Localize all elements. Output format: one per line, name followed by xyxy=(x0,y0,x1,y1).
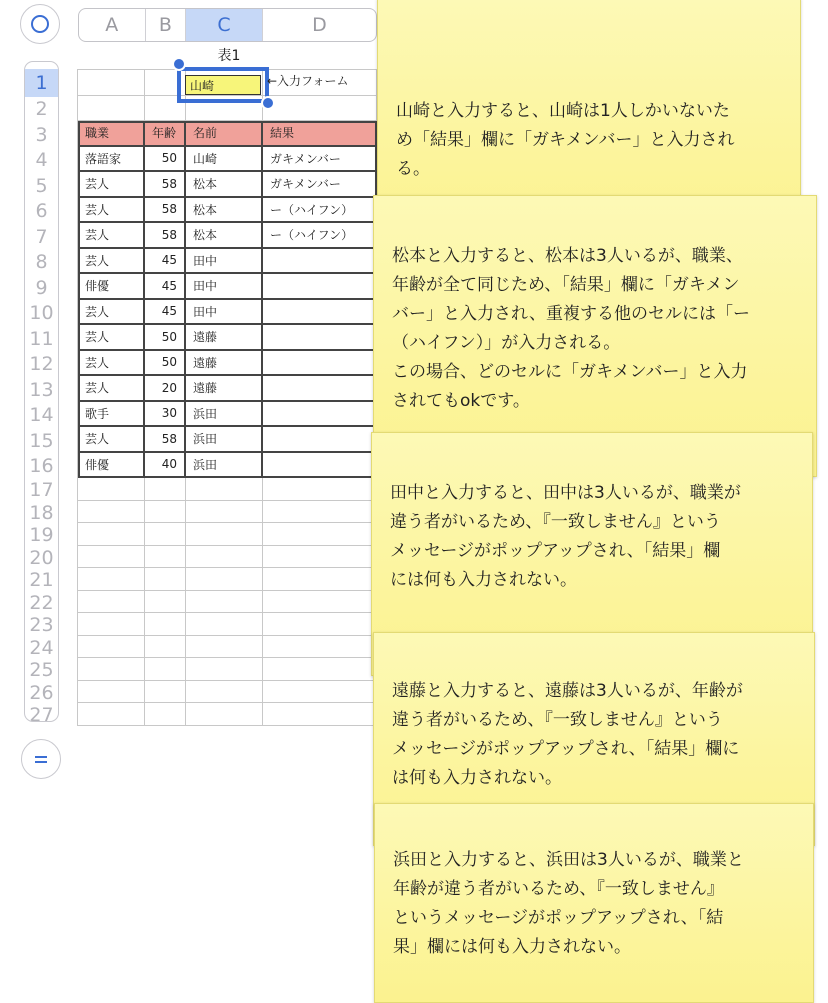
note-line: バー」と入力され、重複する他のセルには「ー xyxy=(392,304,751,324)
row-header-4[interactable]: 4 xyxy=(35,149,48,172)
row-header-24[interactable]: 24 xyxy=(29,636,54,659)
note-line: 遠藤と入力すると、遠藤は3人いるが、年齢が xyxy=(392,681,743,701)
row-header-15[interactable]: 15 xyxy=(29,429,54,452)
empty-cell[interactable] xyxy=(186,478,263,501)
table-cell[interactable]: 40 xyxy=(145,453,186,479)
row-header-25[interactable]: 25 xyxy=(29,659,54,682)
table-cell[interactable]: ガキメンバー xyxy=(263,147,377,173)
empty-cell[interactable] xyxy=(263,636,377,659)
row-header-11[interactable]: 11 xyxy=(29,327,54,350)
table-cell[interactable] xyxy=(263,351,377,377)
row-header-8[interactable]: 8 xyxy=(35,251,48,274)
table-cell[interactable]: 松本 xyxy=(186,172,263,198)
row-header-22[interactable]: 22 xyxy=(29,591,54,614)
empty-cell[interactable] xyxy=(145,501,186,524)
table-cell[interactable] xyxy=(263,249,377,275)
table-header-cell[interactable]: 職業 xyxy=(78,121,145,147)
table-cell[interactable] xyxy=(263,453,377,479)
input-cell-value[interactable]: 山崎 xyxy=(185,75,261,95)
table-cell[interactable]: 浜田 xyxy=(186,427,263,453)
circle-icon xyxy=(29,13,51,35)
equals-icon xyxy=(30,748,52,770)
table-cell[interactable]: 芸人 xyxy=(78,427,145,453)
empty-cell[interactable] xyxy=(186,658,263,681)
empty-cell[interactable] xyxy=(263,613,377,636)
table-cell[interactable]: 浜田 xyxy=(186,453,263,479)
selection-handle-bottom[interactable] xyxy=(261,96,275,110)
empty-cell[interactable] xyxy=(145,591,186,614)
table-cell[interactable]: 45 xyxy=(145,300,186,326)
table-cell[interactable]: 芸人 xyxy=(78,351,145,377)
table-cell[interactable]: 45 xyxy=(145,274,186,300)
table-cell[interactable]: 田中 xyxy=(186,274,263,300)
table-cell[interactable]: 田中 xyxy=(186,300,263,326)
column-header-bar xyxy=(78,8,377,42)
row-header-2[interactable]: 2 xyxy=(35,98,48,121)
note-line: （ハイフン）」が入力される。 xyxy=(392,333,621,353)
empty-cell[interactable] xyxy=(145,636,186,659)
table-cell[interactable]: 松本 xyxy=(186,223,263,249)
empty-cell[interactable] xyxy=(186,568,263,591)
table-cell[interactable]: 遠藤 xyxy=(186,325,263,351)
row-header-17[interactable]: 17 xyxy=(29,479,54,502)
row-header-20[interactable]: 20 xyxy=(29,546,54,569)
empty-cell[interactable] xyxy=(263,568,377,591)
empty-cell[interactable] xyxy=(186,613,263,636)
table-cell[interactable]: 俳優 xyxy=(78,274,145,300)
row-header-1[interactable]: 1 xyxy=(25,69,58,97)
empty-cell[interactable] xyxy=(145,546,186,569)
row-header-26[interactable]: 26 xyxy=(29,681,54,704)
table-cell[interactable]: 芸人 xyxy=(78,198,145,224)
empty-cell[interactable] xyxy=(145,478,186,501)
selected-input-cell[interactable] xyxy=(177,67,269,103)
table-cell[interactable]: 浜田 xyxy=(186,402,263,428)
empty-cell[interactable] xyxy=(263,96,377,122)
empty-cell[interactable] xyxy=(263,478,377,501)
empty-cell[interactable] xyxy=(263,591,377,614)
empty-cell[interactable] xyxy=(145,703,186,726)
empty-cell[interactable] xyxy=(78,681,145,704)
table-cell[interactable]: 50 xyxy=(145,147,186,173)
input-form-label: ←入力フォーム xyxy=(267,74,349,88)
row-header-9[interactable]: 9 xyxy=(35,276,48,299)
table-cell[interactable] xyxy=(263,402,377,428)
note-line: メッセージがポップアップされ、「結果」欄に xyxy=(392,739,740,759)
row-header-13[interactable]: 13 xyxy=(29,378,54,401)
note-line: 田中と入力すると、田中は3人いるが、職業が xyxy=(390,483,741,503)
note-line: 年齢が全て同じため、「結果」欄に「ガキメン xyxy=(392,275,740,295)
row-header-6[interactable]: 6 xyxy=(35,200,48,223)
table-cell[interactable]: 50 xyxy=(145,351,186,377)
select-all-button[interactable] xyxy=(20,4,60,44)
empty-cell[interactable] xyxy=(263,501,377,524)
empty-cell[interactable] xyxy=(263,523,377,546)
note-line: 山崎と入力すると、山崎は1人しかいないた xyxy=(396,101,730,121)
empty-cell[interactable] xyxy=(186,636,263,659)
row-header-3[interactable]: 3 xyxy=(35,123,48,146)
column-header-d[interactable]: D xyxy=(312,14,327,36)
note-line: 浜田と入力すると、浜田は3人いるが、職業と xyxy=(393,850,744,870)
row-header-bar xyxy=(24,61,59,722)
row-header-5[interactable]: 5 xyxy=(35,174,48,197)
row-header-23[interactable]: 23 xyxy=(29,614,54,637)
empty-cell[interactable] xyxy=(78,478,145,501)
table-header-cell[interactable]: 年齢 xyxy=(145,121,186,147)
empty-cell[interactable] xyxy=(186,681,263,704)
column-header-a[interactable]: A xyxy=(79,9,146,41)
table-cell[interactable]: 45 xyxy=(145,249,186,275)
note-line: は何も入力されない。 xyxy=(392,768,562,788)
table-cell[interactable]: 50 xyxy=(145,325,186,351)
column-header-b[interactable]: B xyxy=(146,9,187,41)
table-cell[interactable]: 芸人 xyxy=(78,300,145,326)
empty-cell[interactable] xyxy=(78,658,145,681)
note-line: 違う者がいるため、『一致しません』という xyxy=(390,512,721,532)
note-line: め「結果」欄に「ガキメンバー」と入力され xyxy=(396,130,735,150)
empty-cell[interactable] xyxy=(145,613,186,636)
note-line: には何も入力されない。 xyxy=(390,570,577,590)
empty-cell[interactable] xyxy=(186,703,263,726)
note-line: 違う者がいるため、『一致しません』という xyxy=(392,710,723,730)
empty-cell[interactable] xyxy=(78,501,145,524)
table-cell[interactable]: 芸人 xyxy=(78,325,145,351)
note-line: る。 xyxy=(396,159,430,179)
table-cell[interactable]: 芸人 xyxy=(78,376,145,402)
row-header-19[interactable]: 19 xyxy=(29,524,54,547)
empty-cell[interactable] xyxy=(263,703,377,726)
empty-cell[interactable] xyxy=(78,96,145,122)
table-cell[interactable]: 芸人 xyxy=(78,223,145,249)
row-header-7[interactable]: 7 xyxy=(35,225,48,248)
table-header-cell[interactable]: 名前 xyxy=(186,121,263,147)
note-line: というメッセージがポップアップされ、「結 xyxy=(393,908,724,928)
row-header-21[interactable]: 21 xyxy=(29,569,54,592)
table-cell[interactable]: 遠藤 xyxy=(186,351,263,377)
table-cell[interactable]: 58 xyxy=(145,172,186,198)
add-rows-button[interactable] xyxy=(21,739,61,779)
note-line: メッセージがポップアップされ、「結果」欄 xyxy=(390,541,721,561)
table-cell[interactable] xyxy=(263,376,377,402)
table-cell[interactable]: 山崎 xyxy=(186,147,263,173)
row-header-12[interactable]: 12 xyxy=(29,353,54,376)
table-header-cell[interactable]: 結果 xyxy=(263,121,377,147)
table-cell[interactable]: 落語家 xyxy=(78,147,145,173)
table-cell[interactable]: 松本 xyxy=(186,198,263,224)
empty-cell[interactable] xyxy=(263,658,377,681)
empty-cell[interactable] xyxy=(145,658,186,681)
note-line: 果」欄には何も入力されない。 xyxy=(393,937,631,957)
empty-cell[interactable] xyxy=(78,613,145,636)
note-line: この場合、どのセルに「ガキメンバー」と入力 xyxy=(392,362,748,382)
table-cell[interactable]: 歌手 xyxy=(78,402,145,428)
note-line: 松本と入力すると、松本は3人いるが、職業、 xyxy=(392,246,743,266)
table-cell[interactable]: 58 xyxy=(145,223,186,249)
column-header-c[interactable]: C xyxy=(186,9,262,41)
empty-cell[interactable] xyxy=(145,568,186,591)
sticky-note-hamada[interactable] xyxy=(374,803,814,1003)
table-cell[interactable]: 58 xyxy=(145,427,186,453)
empty-cell[interactable] xyxy=(186,546,263,569)
note-line: 年齢が違う者がいるため、『一致しません』 xyxy=(393,879,724,899)
empty-cell[interactable] xyxy=(186,501,263,524)
table-cell[interactable]: 20 xyxy=(145,376,186,402)
row-header-10[interactable]: 10 xyxy=(29,302,54,325)
table-cell[interactable]: 芸人 xyxy=(78,172,145,198)
empty-cell[interactable] xyxy=(78,703,145,726)
table-cell[interactable]: 58 xyxy=(145,198,186,224)
table-cell[interactable] xyxy=(263,325,377,351)
table-cell[interactable] xyxy=(263,274,377,300)
empty-cell[interactable] xyxy=(263,681,377,704)
empty-cell[interactable] xyxy=(78,591,145,614)
empty-cell[interactable] xyxy=(78,568,145,591)
empty-cell[interactable] xyxy=(145,681,186,704)
empty-cell[interactable] xyxy=(263,546,377,569)
empty-cell[interactable] xyxy=(78,636,145,659)
table-cell[interactable]: ガキメンバー xyxy=(263,172,377,198)
empty-cell[interactable] xyxy=(78,546,145,569)
row-header-16[interactable]: 16 xyxy=(29,455,54,478)
empty-cell[interactable] xyxy=(78,70,145,96)
row-header-18[interactable]: 18 xyxy=(29,501,54,524)
table-cell[interactable]: 遠藤 xyxy=(186,376,263,402)
note-line: されてもokです。 xyxy=(392,391,530,411)
table-cell[interactable]: ー（ハイフン） xyxy=(263,223,377,249)
table-cell[interactable]: 芸人 xyxy=(78,249,145,275)
selection-handle-top[interactable] xyxy=(172,57,186,71)
table-cell[interactable] xyxy=(263,427,377,453)
empty-cell[interactable] xyxy=(186,591,263,614)
table-cell[interactable] xyxy=(263,300,377,326)
row-header-14[interactable]: 14 xyxy=(29,404,54,427)
empty-cell[interactable] xyxy=(145,523,186,546)
empty-cell[interactable] xyxy=(78,523,145,546)
table-title[interactable]: 表1 xyxy=(217,48,241,64)
table-cell[interactable]: 俳優 xyxy=(78,453,145,479)
table-cell[interactable]: 田中 xyxy=(186,249,263,275)
table-cell[interactable]: ー（ハイフン） xyxy=(263,198,377,224)
table-cell[interactable]: 30 xyxy=(145,402,186,428)
row-header-27[interactable]: 27 xyxy=(29,704,54,722)
empty-cell[interactable] xyxy=(186,523,263,546)
